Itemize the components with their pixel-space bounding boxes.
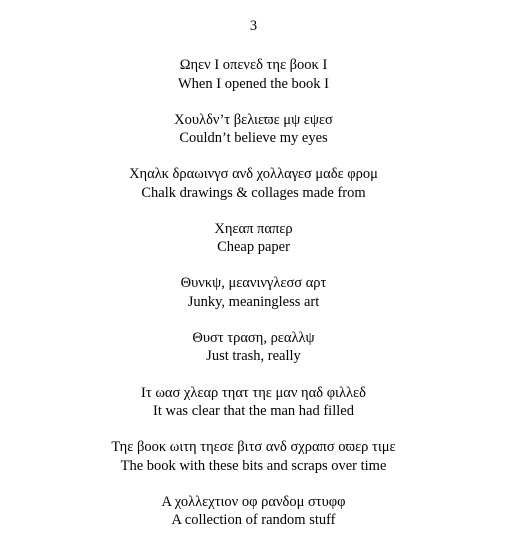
plain-line: When I opened the book I xyxy=(178,75,329,92)
stanza-5 xyxy=(0,274,507,329)
cipher-line: Τηε βοοκ ωιτη τηεσε βιτσ ανδ σχραπσ οϖερ τιμε xyxy=(111,439,396,456)
cipher-line: Θυνκψ, μεανινγλεσσ αρτ xyxy=(180,275,327,292)
poem-body xyxy=(0,56,507,547)
plain-line: Just trash, really xyxy=(206,348,301,365)
cipher-line: Χουλδν’τ βελιεϖε μψ εψεσ xyxy=(174,111,333,128)
plain-line: It was clear that the man had filled xyxy=(153,403,354,420)
cipher-line: Ιτ ωασ χλεαρ τηατ τηε μαν ηαδ φιλλεδ xyxy=(141,384,366,401)
stanza-2 xyxy=(0,111,507,166)
page-number: 3 xyxy=(249,18,258,34)
cipher-line: Θυστ τραση, ρεαλλψ xyxy=(192,329,315,346)
plain-line: Chalk drawings & collages made from xyxy=(141,184,366,201)
plain-line: The book with these bits and scraps over time xyxy=(120,457,387,474)
plain-line: Junky, meaningless art xyxy=(187,293,320,310)
cipher-line: Α χολλεχτιον οφ ρανδομ στυφφ xyxy=(161,493,346,510)
cipher-line: Χηαλκ δραωινγσ ανδ χολλαγεσ μαδε φρομ xyxy=(129,166,378,183)
stanza-1 xyxy=(0,56,507,111)
cipher-line: Ωηεν Ι οπενεδ τηε βοοκ Ι xyxy=(179,57,328,73)
stanza-7 xyxy=(0,384,507,439)
stanza-3 xyxy=(0,165,507,220)
stanza-9 xyxy=(0,493,507,547)
cipher-line: Χηεαπ παπερ xyxy=(214,220,293,237)
plain-line: Cheap paper xyxy=(217,239,290,256)
stanza-6 xyxy=(0,329,507,384)
plain-line: A collection of random stuff xyxy=(171,512,336,529)
plain-line: Couldn’t believe my eyes xyxy=(179,130,328,147)
stanza-4 xyxy=(0,220,507,275)
stanza-8 xyxy=(0,438,507,493)
